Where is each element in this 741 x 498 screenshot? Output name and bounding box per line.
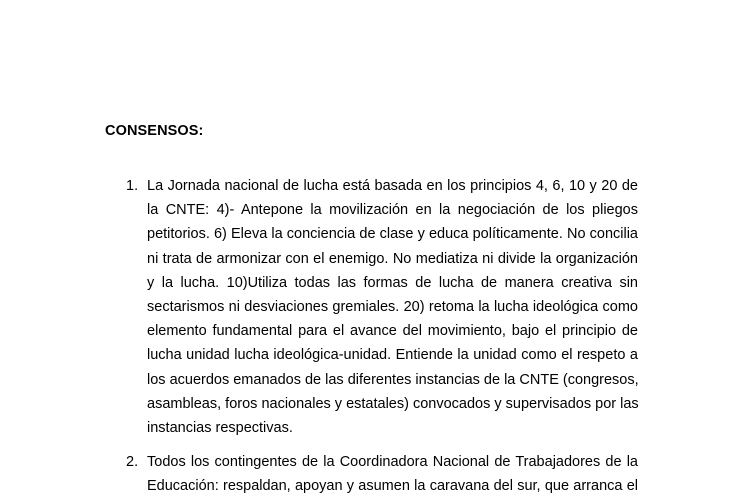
list-item-number: 1. — [126, 178, 139, 194]
text-line: Educación: respaldan, apoyan y asumen la caravana del sur, que arranca el — [147, 478, 638, 495]
text-line: ni trata de armonizar con el enemigo. No mediatiza ni divide la organización — [147, 250, 638, 267]
list-item-number: 2. — [126, 454, 139, 470]
text-line: La Jornada nacional de lucha está basada en los principios 4, 6, 10 y 20 de — [147, 178, 638, 194]
section-heading: CONSENSOS: — [105, 123, 204, 139]
list-item-text — [147, 174, 638, 440]
text-line: elemento fundamental para el avance del movimiento, bajo el principio de — [147, 323, 638, 340]
text-line: Todos los contingentes de la Coordinadora Nacional de Trabajadores de la — [147, 454, 638, 470]
text-line: lucha unidad lucha ideológica-unidad. Entiende la unidad como el respeto a — [147, 347, 638, 364]
text-line: petitorios. 6) Eleva la conciencia de clase y educa políticamente. No concilia — [147, 226, 638, 243]
list-item-text — [147, 450, 638, 498]
text-line: instancias respectivas. — [147, 419, 293, 436]
text-line: la CNTE: 4)- Antepone la movilización en la negociación de los pliegos — [147, 202, 638, 219]
text-line: sectarismos ni desviaciones gremiales. 20) retoma la lucha ideológica como — [147, 298, 638, 315]
text-line: asambleas, foros nacionales y estatales) convocados y supervisados por las — [147, 395, 639, 412]
text-line: los acuerdos emanados de las diferentes instancias de la CNTE (congresos, — [147, 371, 639, 388]
text-line: y la lucha. 10)Utiliza todas las formas de lucha de manera creativa sin — [147, 274, 638, 291]
